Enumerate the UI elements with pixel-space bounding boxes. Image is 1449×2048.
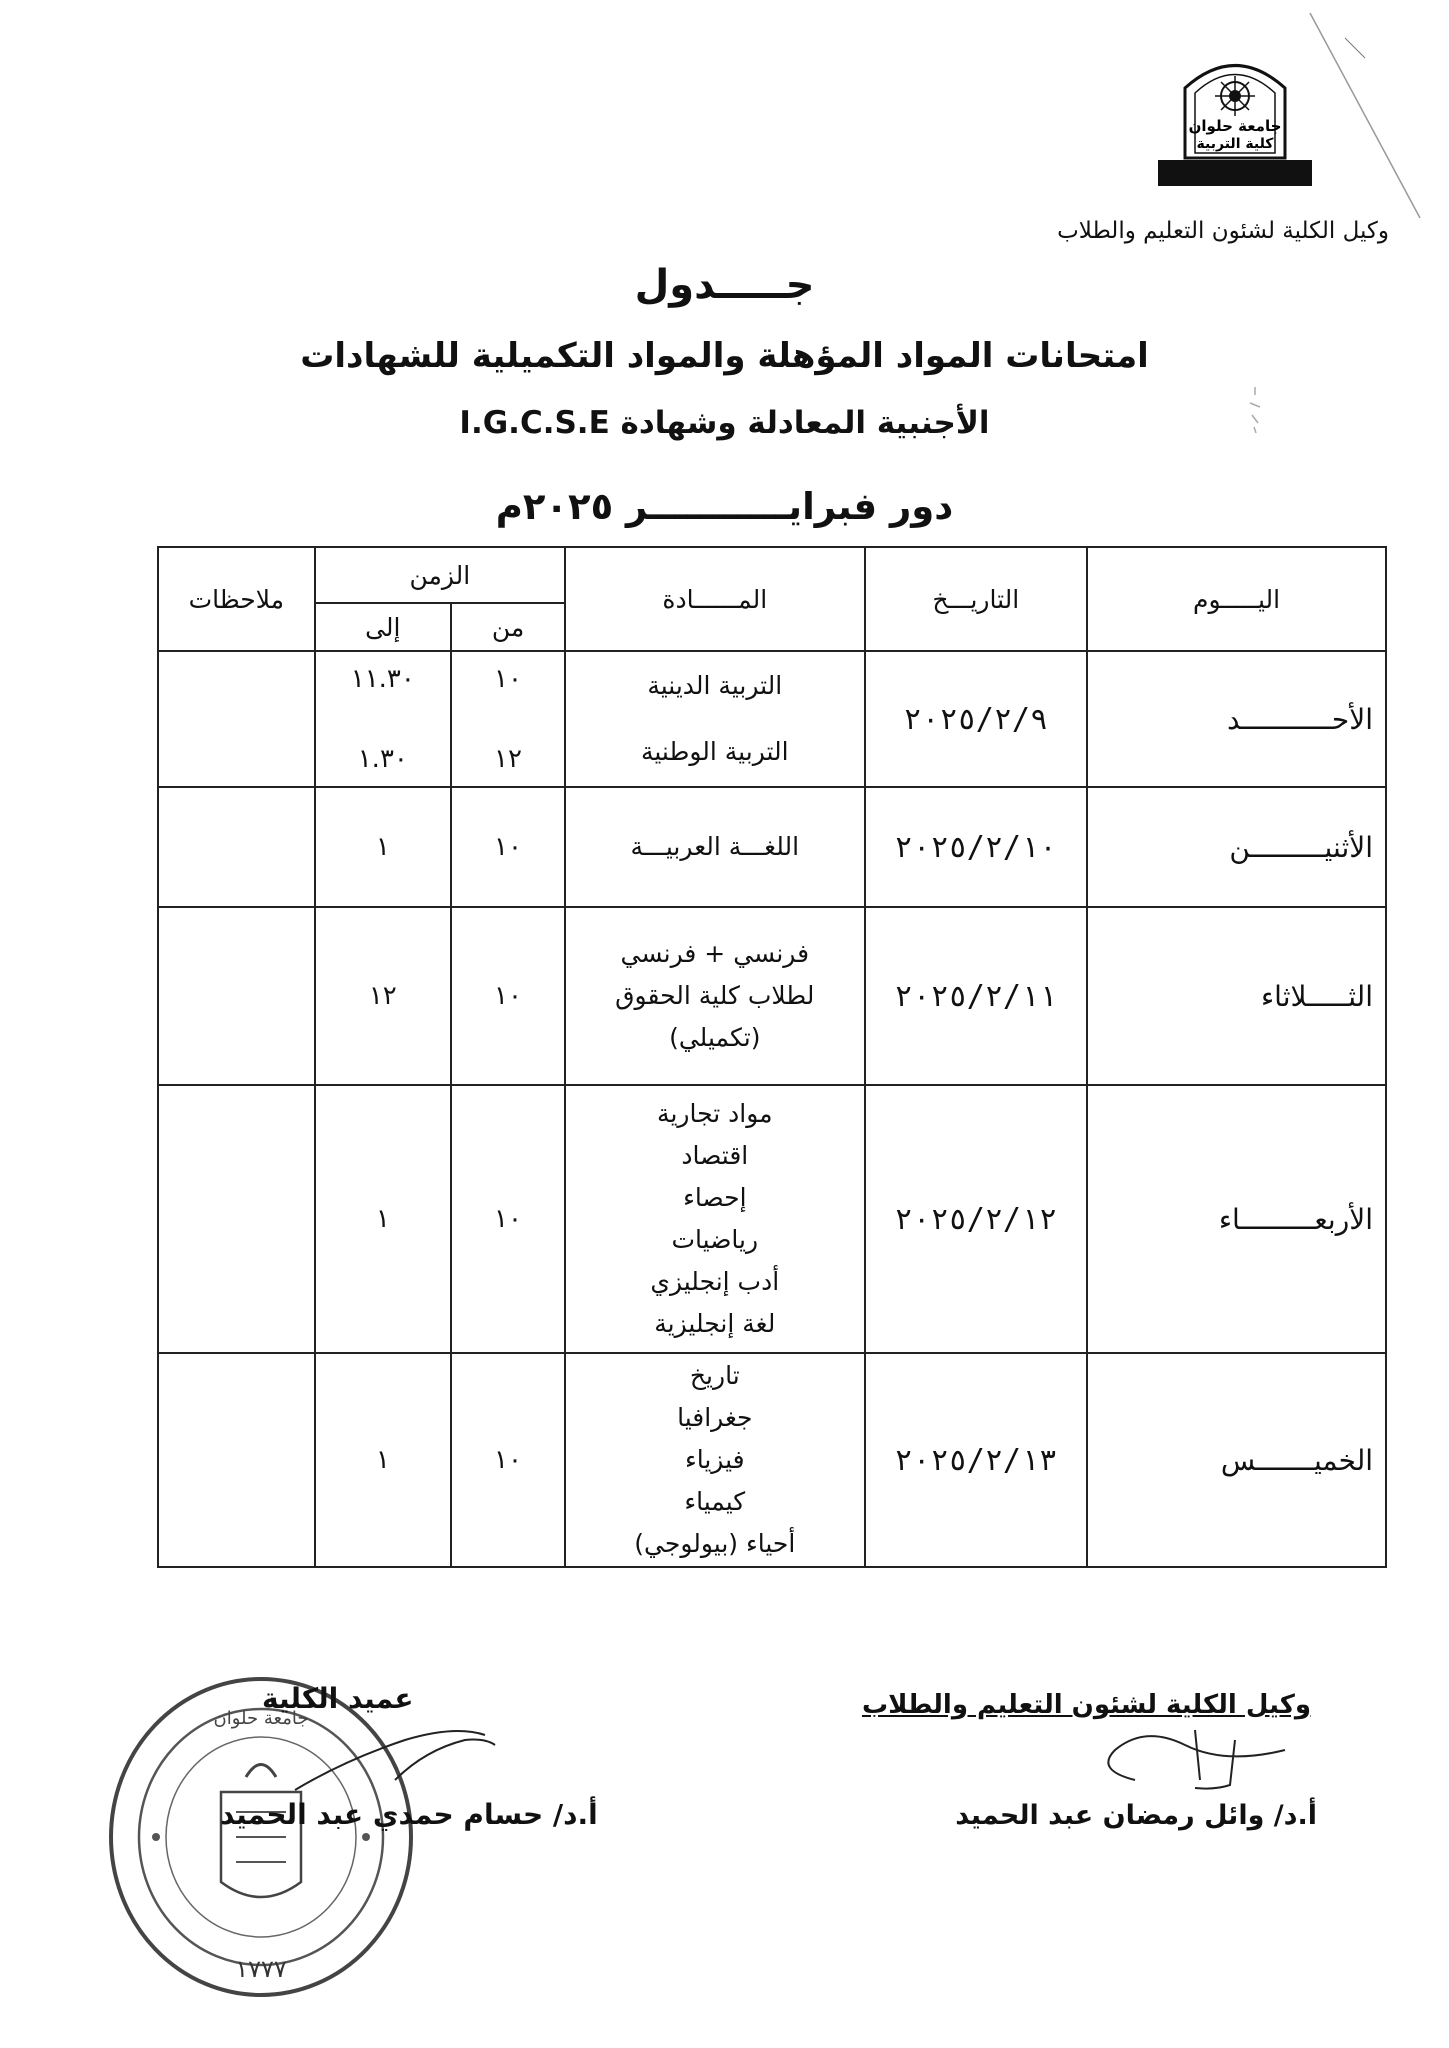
dean-signature xyxy=(285,1720,505,1800)
notes-cell xyxy=(158,907,315,1085)
subject-item: كيمياء xyxy=(684,1487,746,1516)
subject-cell xyxy=(565,907,864,1085)
to-cell: ١ xyxy=(315,1085,451,1353)
dean-name: أ.د/ حسام حمدي عبد الحميد xyxy=(220,1798,598,1831)
subject-item: فرنسي + فرنسي xyxy=(620,939,810,968)
vice-dean-signature xyxy=(1075,1710,1295,1800)
header-from: من xyxy=(451,603,565,651)
office-line: وكيل الكلية لشئون التعليم والطلاب xyxy=(1057,218,1389,244)
from-value: ١٢ xyxy=(494,744,522,774)
header-subject: المــــــادة xyxy=(565,547,864,651)
table-row xyxy=(158,651,1386,787)
dean-title: عميد الكلية xyxy=(262,1682,414,1715)
subject-item: مواد تجارية xyxy=(657,1099,773,1128)
subject-item: اللغـــة العربيـــة xyxy=(630,832,800,861)
subject-item: لغة إنجليزية xyxy=(654,1309,776,1338)
exam-title-line2: الأجنبية المعادلة وشهادة I.G.C.S.E xyxy=(459,405,990,441)
day-cell: الأحـــــــــــد xyxy=(1087,651,1386,787)
to-value: ١.٣٠ xyxy=(357,744,408,774)
from-cell: ١٠ xyxy=(451,787,565,907)
notes-cell xyxy=(158,651,315,787)
day-cell: الأثنيـــــــــن xyxy=(1087,787,1386,907)
subject-item: اقتصاد xyxy=(681,1141,749,1170)
notes-cell xyxy=(158,787,315,907)
vice-dean-title: وكيل الكلية لشئون التعليم والطلاب xyxy=(861,1690,1311,1720)
subject-item: جغرافيا xyxy=(677,1403,753,1432)
subject-cell xyxy=(565,1085,864,1353)
notes-cell xyxy=(158,1353,315,1567)
logo-text-2: كلية التربية xyxy=(1196,136,1274,152)
from-cell: ١٠ xyxy=(451,1085,565,1353)
table-row xyxy=(158,1085,1386,1353)
exam-schedule-table xyxy=(157,546,1387,1568)
header-notes: ملاحظات xyxy=(158,547,315,651)
seal-number: ١٧٧٧ xyxy=(235,1955,287,1983)
logo-text-1: جامعة حلوان xyxy=(1188,117,1282,135)
header-day: اليـــــوم xyxy=(1087,547,1386,651)
to-cell: ١ xyxy=(315,787,451,907)
subject-item: التربية الوطنية xyxy=(640,737,789,766)
table-title: جـــــدول xyxy=(634,262,815,308)
from-cell: ١٠ xyxy=(451,1353,565,1567)
subject-cell xyxy=(565,787,864,907)
header-time: الزمن xyxy=(315,547,565,603)
subject-item: رياضيات xyxy=(671,1225,759,1254)
university-logo xyxy=(1150,48,1320,188)
subject-item: لطلاب كلية الحقوق xyxy=(615,981,815,1010)
from-value: ١٠ xyxy=(494,664,522,694)
header-date: التاريـــخ xyxy=(865,547,1088,651)
from-cell xyxy=(451,651,565,787)
table-row xyxy=(158,1353,1386,1567)
subject-cell xyxy=(565,1353,864,1567)
date-cell: ٢٠٢٥/٢/١٢ xyxy=(865,1085,1088,1353)
to-value: ١١.٣٠ xyxy=(350,664,415,694)
table-row xyxy=(158,907,1386,1085)
date-cell: ٢٠٢٥/٢/١٣ xyxy=(865,1353,1088,1567)
subject-item: إحصاء xyxy=(683,1183,747,1212)
from-cell: ١٠ xyxy=(451,907,565,1085)
day-cell: الأربعـــــــــاء xyxy=(1087,1085,1386,1353)
date-cell: ٢٠٢٥/٢/٩ xyxy=(865,651,1088,787)
notes-cell xyxy=(158,1085,315,1353)
subject-item: فيزياء xyxy=(684,1445,745,1474)
seal-text: جامعة حلوان xyxy=(213,1708,309,1729)
day-cell: الثـــــلاثاء xyxy=(1087,907,1386,1085)
subject-item: أحياء (بيولوجي) xyxy=(634,1529,796,1558)
scan-corner-line xyxy=(1305,8,1425,223)
subject-cell xyxy=(565,651,864,787)
subject-item: (تكميلي) xyxy=(669,1023,761,1052)
to-cell xyxy=(315,651,451,787)
exam-session: دور فبرايـــــــــــر ٢٠٢٥م xyxy=(495,485,954,528)
to-cell: ١ xyxy=(315,1353,451,1567)
scan-mark xyxy=(1240,385,1270,435)
day-cell: الخميـــــــس xyxy=(1087,1353,1386,1567)
subject-item: التربية الدينية xyxy=(647,671,783,700)
date-cell: ٢٠٢٥/٢/١١ xyxy=(865,907,1088,1085)
exam-title-line1: امتحانات المواد المؤهلة والمواد التكميلية للشهادات xyxy=(300,336,1149,376)
date-cell: ٢٠٢٥/٢/١٠ xyxy=(865,787,1088,907)
subject-item: تاريخ xyxy=(689,1361,740,1390)
table-row xyxy=(158,787,1386,907)
to-cell: ١٢ xyxy=(315,907,451,1085)
header-to: إلى xyxy=(315,603,451,651)
vice-dean-name: أ.د/ وائل رمضان عبد الحميد xyxy=(955,1800,1317,1831)
subject-item: أدب إنجليزي xyxy=(650,1267,780,1296)
